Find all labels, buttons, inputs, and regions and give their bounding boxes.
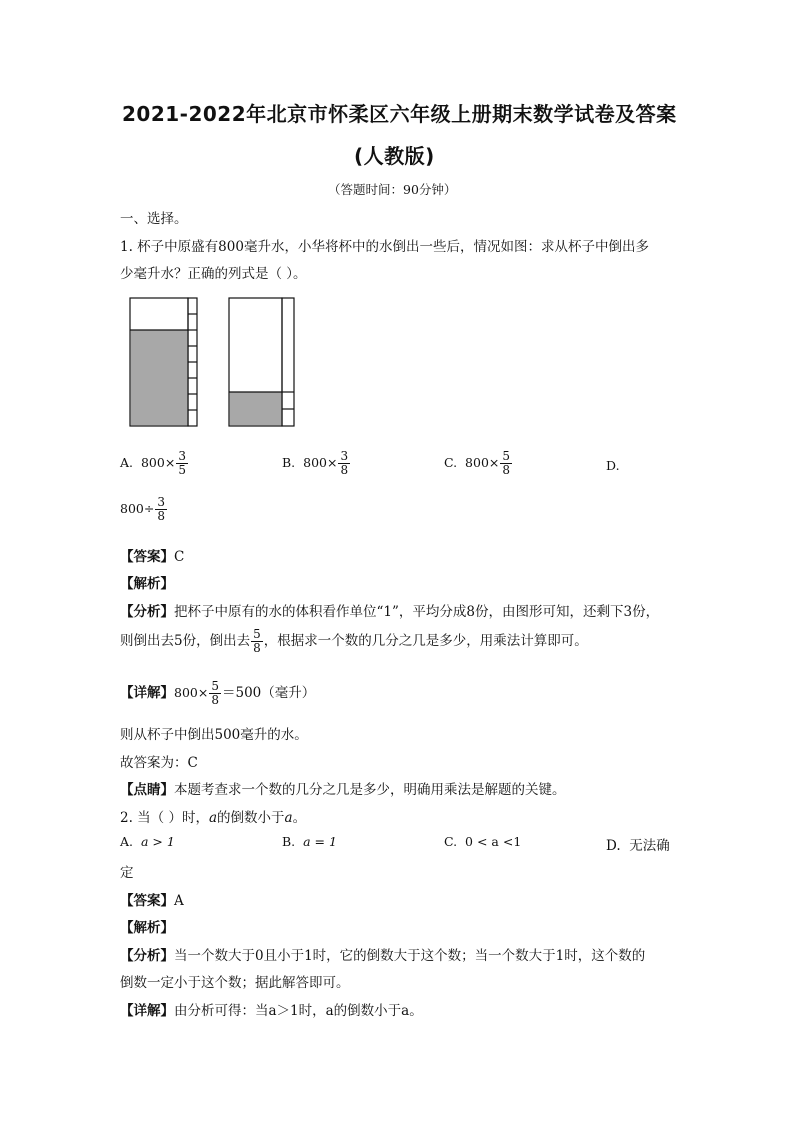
q2-stem: 2. 当（ ）时，a的倒数小于a。: [120, 810, 307, 826]
q1-option-d-label: D.: [606, 458, 620, 473]
exam-time: （答题时间：90分钟）: [328, 182, 457, 197]
cup-after: [229, 298, 294, 426]
q2-answer: 【答案】A: [120, 893, 184, 909]
q1-option-a: A. 800× $\frac{3}{5}$: [120, 449, 186, 477]
q1-stem-line1: 1. 杯子中原盛有800毫升水，小华将杯中的水倒出一些后，情况如图：求从杯子中倒出多: [120, 239, 649, 255]
q1-option-b: B. 800× $\frac{3}{8}$: [282, 449, 349, 477]
section-heading: 一、选择。: [120, 211, 188, 227]
q1-option-d-expr: 800÷ $\frac{3}{8}$: [120, 495, 165, 523]
q2-option-c: C. 0 < a <1: [444, 834, 522, 849]
q2-option-d: D. 无法确: [606, 838, 670, 854]
q1-answer: 【答案】C: [120, 549, 185, 565]
cup-before: [130, 298, 197, 426]
q2-analysis-heading: 【解析】: [120, 920, 174, 936]
q2-fenxi-line2: 倒数一定小于这个数；据此解答即可。: [120, 975, 350, 991]
q2-option-a: A. a > 1: [120, 834, 175, 849]
q1-detail-line2: 则从杯子中倒出500毫升的水。: [120, 727, 308, 743]
page-subtitle: (人教版): [354, 144, 435, 168]
q1-fenxi-line1: 【分析】把杯子中原有的水的体积看作单位“1”，平均分成8份，由图形可知，还剩下3份，: [120, 604, 660, 620]
q2-fenxi-line1: 【分析】当一个数大于0且小于1时，它的倒数大于这个数；当一个数大于1时，这个数的: [120, 948, 646, 964]
q2-option-d-wrap: 定: [120, 865, 134, 881]
cup-after-water: [230, 392, 282, 425]
page-title: 2021-2022年北京市怀柔区六年级上册期末数学试卷及答案: [122, 102, 677, 126]
q1-cups-figure: [125, 296, 305, 430]
q1-conclusion: 故答案为：C: [120, 755, 198, 771]
q1-point: 【点睛】本题考查求一个数的几分之几是多少，明确用乘法是解题的关键。: [120, 782, 566, 798]
q2-detail: 【详解】由分析可得：当a＞1时，a的倒数小于a。: [120, 1003, 423, 1019]
q2-option-b: B. a = 1: [282, 834, 337, 849]
q1-detail: 【详解】800× $\frac{5}{8}$ ＝500（毫升）: [120, 679, 316, 707]
cup-after-scale: [282, 298, 294, 426]
q1-stem-line2: 少毫升水？正确的列式是（ ）。: [120, 266, 307, 282]
cup-before-water: [131, 330, 188, 425]
q1-analysis-heading: 【解析】: [120, 576, 174, 592]
q1-fenxi-line2: 则倒出去5份，倒出去 $\frac{5}{8}$ ，根据求一个数的几分之几是多少，用乘法计算即可。: [120, 627, 588, 655]
q1-option-c: C. 800× $\frac{5}{8}$: [444, 449, 511, 477]
